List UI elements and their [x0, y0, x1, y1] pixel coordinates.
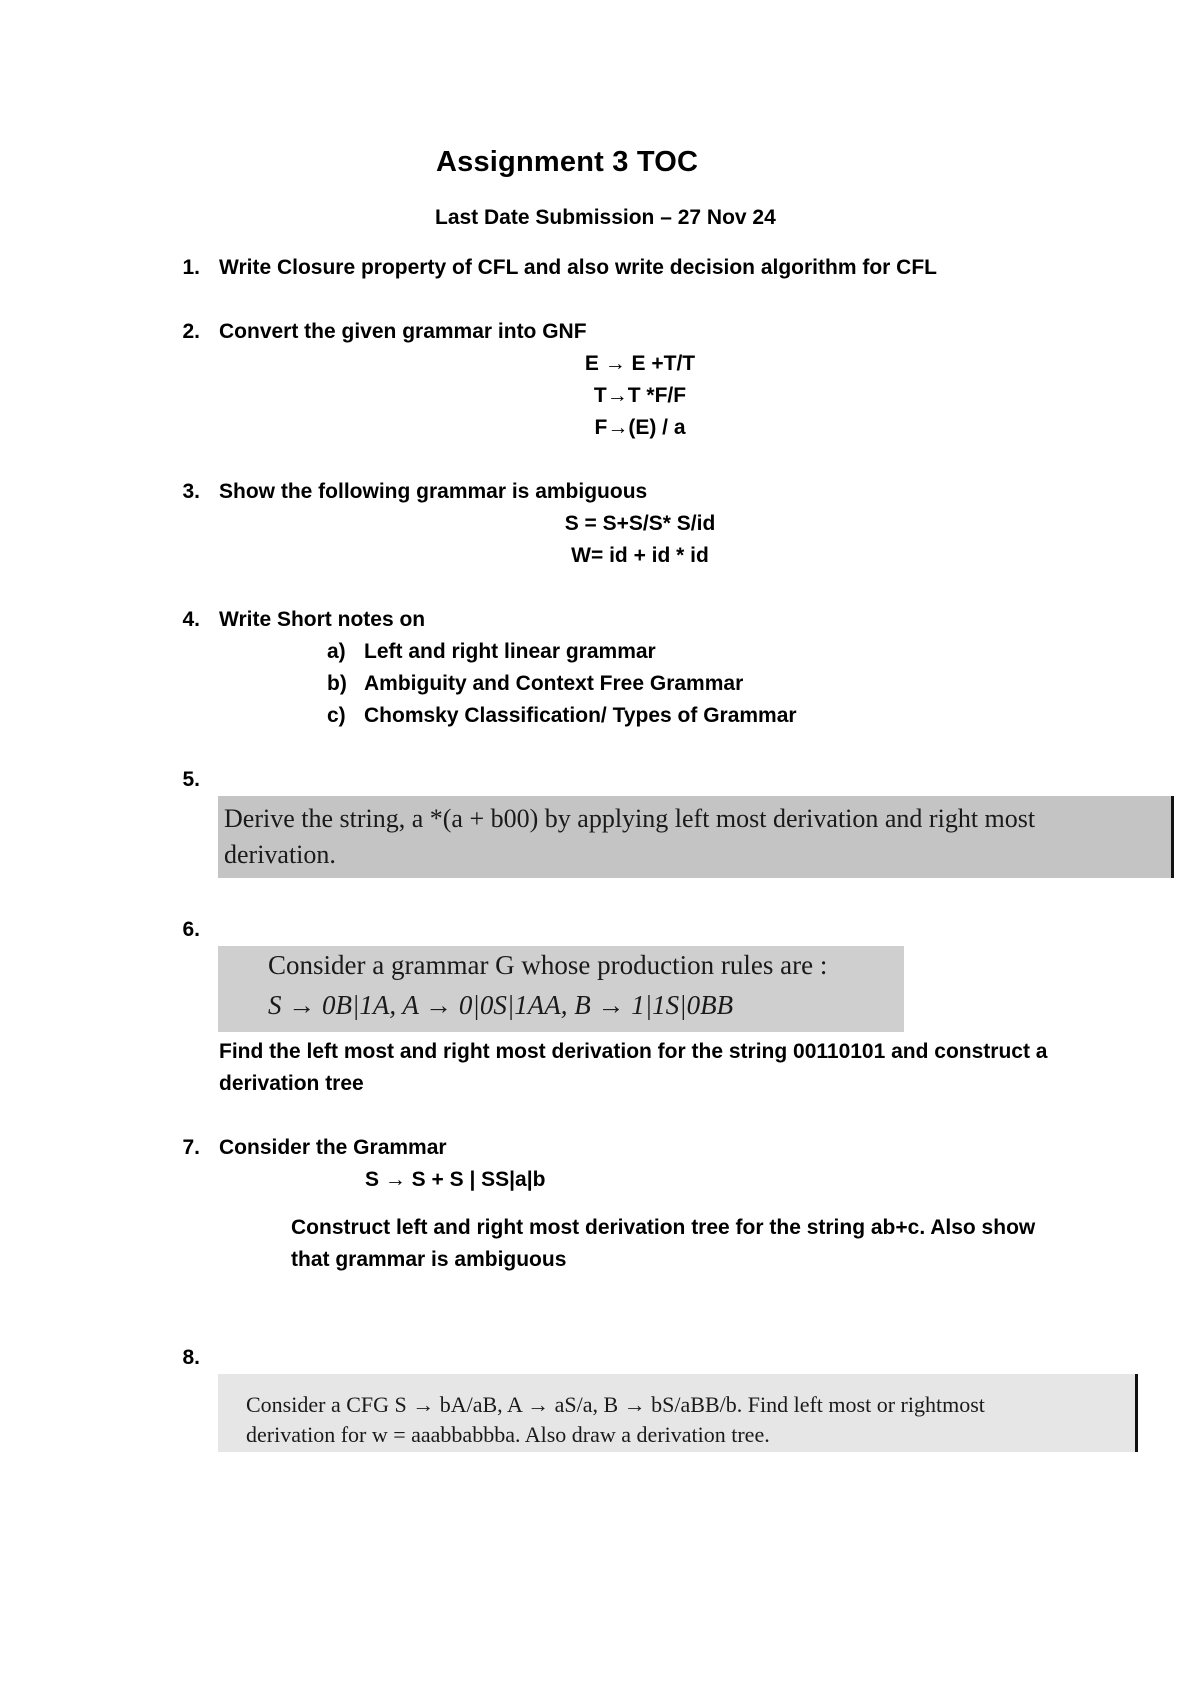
grammar-rule: F→(E) / a	[594, 416, 686, 439]
list-item: Chomsky Classification/ Types of Grammar	[364, 704, 797, 727]
question-text: Write Short notes on	[219, 608, 426, 631]
question-text: Write Closure property of CFL and also write decision algorithm for CFL	[219, 256, 937, 279]
question-number: 7.	[182, 1136, 200, 1159]
scan-edge	[1171, 796, 1174, 878]
list-item: Left and right linear grammar	[364, 640, 656, 663]
scanned-text: derivation.	[224, 840, 336, 869]
question-number: 3.	[182, 480, 200, 503]
grammar-rule: T→T *F/F	[593, 384, 687, 407]
question-number: 8.	[182, 1346, 200, 1369]
question-text: that grammar is ambiguous	[291, 1248, 567, 1271]
scanned-question-image	[218, 946, 904, 1032]
list-item: Ambiguity and Context Free Grammar	[364, 672, 744, 695]
list-marker: b)	[327, 672, 347, 695]
list-marker: c)	[327, 704, 346, 727]
grammar-rule: S → S + S | SS|a|b	[365, 1168, 546, 1191]
scanned-text: Derive the string, a *(a + b00) by applying left most derivation and right most	[224, 804, 1036, 833]
question-text: Construct left and right most derivation tree for the string ab+c. Also show	[291, 1216, 1036, 1239]
question-text: Convert the given grammar into GNF	[219, 320, 587, 343]
grammar-rule: S = S+S/S* S/id	[564, 512, 716, 535]
scanned-text: S → 0B|1A, A → 0|0S|1AA, B → 1|1S|0BB	[268, 990, 734, 1020]
submission-date: Last Date Submission – 27 Nov 24	[435, 206, 776, 229]
scanned-text: Consider a grammar G whose production rules are :	[268, 950, 828, 980]
question-text: Show the following grammar is ambiguous	[219, 480, 648, 503]
scanned-question-image	[218, 1374, 1138, 1452]
question-number: 1.	[182, 256, 200, 279]
question-number: 5.	[182, 768, 200, 791]
question-text: Consider the Grammar	[219, 1136, 447, 1159]
grammar-rule: W= id + id * id	[571, 544, 709, 567]
question-text: derivation tree	[219, 1072, 364, 1095]
scanned-question-image	[218, 796, 1174, 878]
grammar-rule: E → E +T/T	[584, 352, 696, 375]
scanned-text: Consider a CFG S → bA/aB, A → aS/a, B → bS/aBB/b. Find left most or rightmost	[246, 1392, 985, 1417]
scan-edge	[1135, 1374, 1138, 1452]
page-title: Assignment 3 TOC	[436, 146, 699, 178]
question-text: Find the left most and right most derivation for the string 00110101 and construct a	[219, 1040, 1048, 1063]
question-number: 2.	[182, 320, 200, 343]
question-number: 4.	[182, 608, 200, 631]
scanned-text: derivation for w = aaabbabbba. Also draw a derivation tree.	[246, 1422, 770, 1447]
list-marker: a)	[327, 640, 346, 663]
question-number: 6.	[182, 918, 200, 941]
